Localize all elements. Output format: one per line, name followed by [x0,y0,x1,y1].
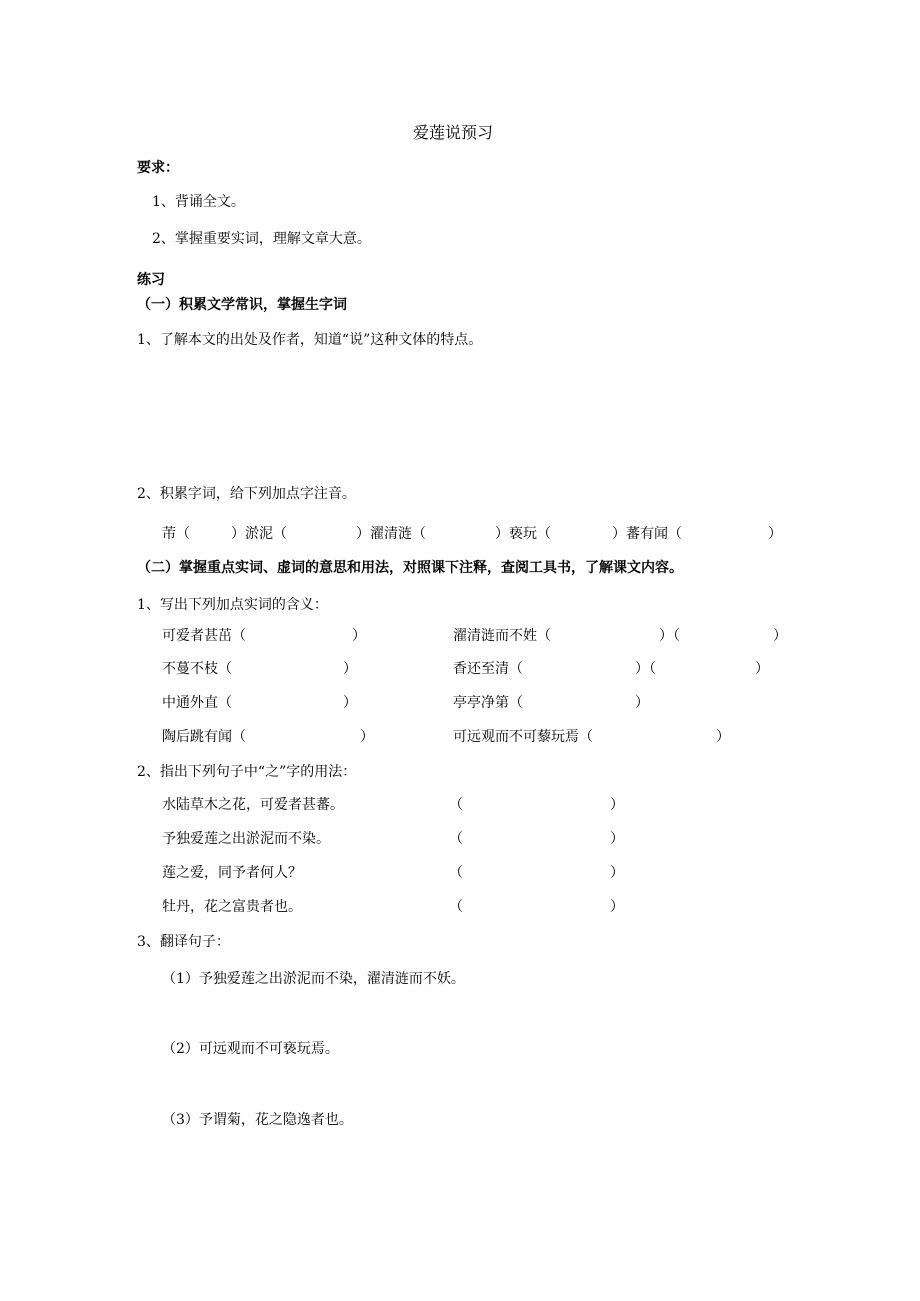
meaning-item-left: 不蔓不枝（ [162,661,232,677]
meaning-item-right: 可远观而不可藜玩焉（ [453,729,593,745]
meaning-close-left: ） [343,695,357,711]
section1-heading: （一）积累文学常识，掌握生字词 [137,297,347,313]
zhi-answer-open: （ [449,797,463,813]
meaning-item-left: 可爱者甚茁（ [162,628,246,644]
zhi-sentence: 牡丹，花之富贵者也。 [162,899,302,915]
translate-item: （1）予独爱莲之出淤泥而不染，濯清涟而不妖。 [162,971,465,987]
page-title: 爱莲说预习 [413,123,494,142]
meaning-item-right: 濯清涟而不姓（ [453,628,551,644]
requirement-item: 1、背诵全文。 [152,194,245,210]
meaning-close-right: ） [716,729,730,745]
translate-item: （3）予谓菊，花之隐逸者也。 [162,1112,353,1128]
phonetic-item: ）蕃有闻（ [612,526,682,542]
zhi-answer-close: ） [610,865,624,881]
phonetic-item: ）濯清涟（ [356,526,426,542]
zhi-answer-close: ） [610,797,624,813]
requirement-item: 2、掌握重要实词，理解文章大意。 [152,231,371,247]
section2-question-1: 1、写出下列加点实词的含义： [137,597,328,613]
phonetic-item: 芾（ [162,526,190,542]
zhi-answer-open: （ [449,865,463,881]
meaning-close-left: ） [360,729,374,745]
meaning-close-right-2: ） [755,661,769,677]
meaning-item-left: 陶后跳有闻（ [162,729,246,745]
requirements-heading: 要求： [137,160,179,176]
meaning-close-right-2: ） [773,628,787,644]
phonetic-item: ） [768,526,782,542]
zhi-answer-open: （ [449,899,463,915]
zhi-sentence: 莲之爱，同予者何人？ [162,865,302,881]
meaning-item-right: 香还至清（ [453,661,523,677]
zhi-answer-close: ） [610,899,624,915]
section2-question-3: 3、翻译句子： [137,934,230,950]
zhi-answer-close: ） [610,831,624,847]
phonetic-item: ）淤泥（ [231,526,287,542]
section1-question-1: 1、了解本文的出处及作者，知道“说”这种文体的特点。 [137,332,483,348]
section2-heading: （二）掌握重点实词、虚词的意思和用法，对照课下注释，查阅工具书，了解课文内容。 [137,560,683,576]
section1-question-2: 2、积累字词，给下列加点字注音。 [137,486,356,502]
meaning-item-left: 中通外直（ [162,695,232,711]
zhi-answer-open: （ [449,831,463,847]
translate-item: （2）可远观而不可亵玩焉。 [162,1041,339,1057]
meaning-close-left: ） [343,661,357,677]
meaning-close-right: ）（ [635,661,656,677]
zhi-sentence: 水陆草木之花，可爱者甚蕃。 [162,797,344,813]
meaning-close-left: ） [352,628,366,644]
zhi-sentence: 予独爱莲之出淤泥而不染。 [162,831,330,847]
meaning-item-right: 亭亭净第（ [453,695,523,711]
section2-question-2: 2、指出下列句子中“之”字的用法： [137,764,357,780]
meaning-close-right: ） [635,695,649,711]
meaning-close-right: ）（ [659,628,680,644]
phonetic-item: ）亵玩（ [495,526,551,542]
practice-heading: 练习 [137,272,165,288]
